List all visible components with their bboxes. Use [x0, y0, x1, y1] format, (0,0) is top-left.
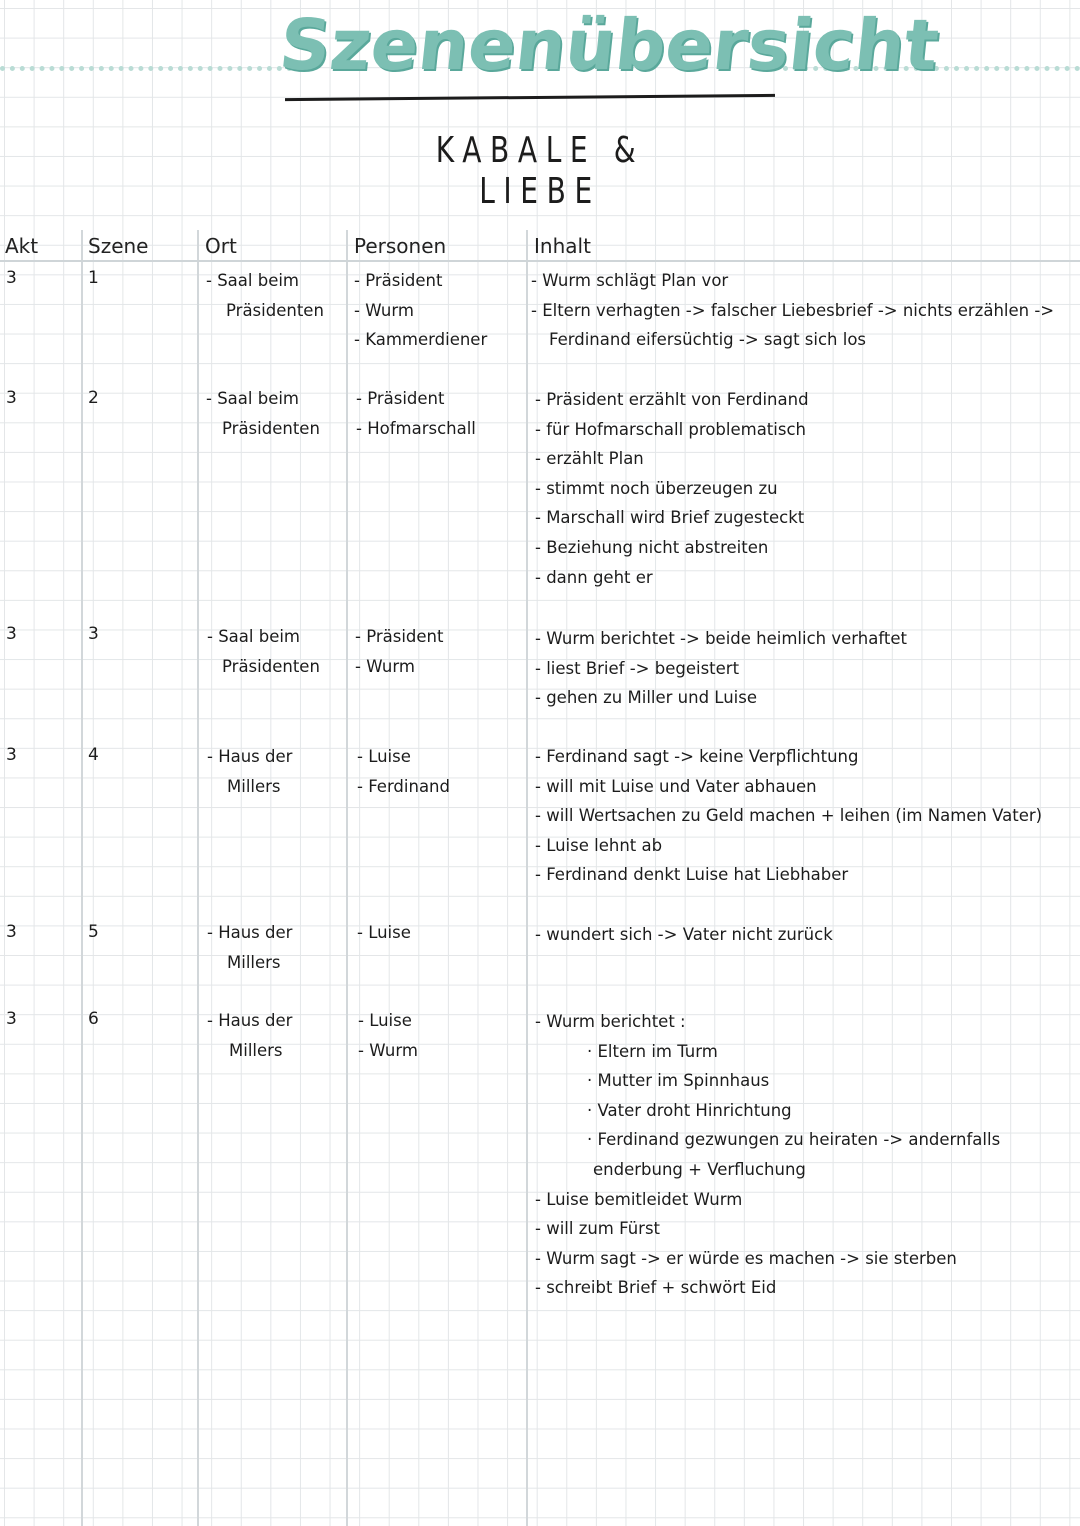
- column-divider: [197, 230, 199, 1526]
- personen-cell: [354, 266, 487, 355]
- person-line: - Hofmarschall: [356, 418, 476, 438]
- ort-line: Millers: [227, 776, 281, 796]
- person-line: - Wurm: [354, 300, 414, 320]
- inhalt-cell: [535, 385, 809, 592]
- szene-cell: 4: [88, 745, 99, 765]
- inhalt-cell: [535, 920, 833, 950]
- inhalt-subline: enderbung + Verfluchung: [593, 1159, 806, 1179]
- inhalt-line: - schreibt Brief + schwört Eid: [535, 1278, 777, 1298]
- inhalt-line: - gehen zu Miller und Luise: [535, 688, 757, 708]
- person-line: - Kammerdiener: [354, 330, 488, 350]
- inhalt-line: - will mit Luise und Vater abhauen: [535, 776, 817, 796]
- inhalt-line: - Wurm schlägt Plan vor: [531, 271, 729, 290]
- ort-line: Präsidenten: [222, 418, 320, 438]
- person-line: - Luise: [357, 923, 411, 942]
- ort-cell: [207, 742, 292, 801]
- inhalt-line: - Beziehung nicht abstreiten: [535, 537, 769, 557]
- ort-cell: [207, 918, 292, 977]
- page-subtitle: KABALE & LIEBE: [435, 130, 645, 212]
- personen-cell: [357, 918, 411, 948]
- inhalt-subline: · Ferdinand gezwungen zu heiraten -> andernfalls: [587, 1130, 1001, 1150]
- person-line: - Präsident: [356, 389, 445, 408]
- ort-line: - Saal beim: [206, 389, 300, 408]
- header-divider: [0, 260, 1080, 262]
- inhalt-line: - erzählt Plan: [535, 449, 644, 469]
- personen-cell: [356, 384, 476, 443]
- akt-cell: 3: [6, 268, 17, 288]
- inhalt-subline: · Vater droht Hinrichtung: [587, 1100, 792, 1120]
- person-line: - Präsident: [355, 627, 444, 646]
- akt-cell: 3: [6, 922, 17, 942]
- decorative-dotted-line-left: [0, 66, 292, 71]
- inhalt-line: - Luise bemitleidet Wurm: [535, 1189, 743, 1209]
- akt-cell: 3: [6, 1009, 17, 1029]
- inhalt-line: - liest Brief -> begeistert: [535, 658, 740, 678]
- inhalt-subline: · Eltern im Turm: [587, 1041, 718, 1061]
- ort-line: Präsidenten: [226, 300, 324, 320]
- inhalt-cell: [535, 742, 1042, 890]
- szene-cell: 1: [88, 268, 99, 288]
- inhalt-line: - will Wertsachen zu Geld machen + leihen (im Namen Vater): [535, 806, 1043, 826]
- ort-line: Millers: [227, 952, 281, 972]
- szene-cell: 3: [88, 624, 99, 644]
- inhalt-cell: [535, 1007, 1000, 1303]
- ort-line: - Haus der: [207, 923, 293, 942]
- column-header-inhalt: Inhalt: [534, 234, 591, 258]
- column-divider: [526, 230, 528, 1526]
- inhalt-subline: · Mutter im Spinnhaus: [587, 1071, 770, 1091]
- personen-cell: [355, 622, 444, 681]
- inhalt-cell: [535, 624, 907, 713]
- inhalt-line: - Luise lehnt ab: [535, 835, 663, 855]
- person-line: - Luise: [358, 1011, 412, 1030]
- szene-cell: 5: [88, 922, 99, 942]
- person-line: - Wurm: [358, 1040, 418, 1060]
- personen-cell: [357, 742, 450, 801]
- inhalt-line: - dann geht er: [535, 567, 653, 587]
- inhalt-line: - Eltern verhagten -> falscher Liebesbrief -> nichts erzählen ->: [531, 300, 1055, 320]
- inhalt-line: - wundert sich -> Vater nicht zurück: [535, 925, 833, 944]
- inhalt-line: - Marschall wird Brief zugesteckt: [535, 508, 805, 528]
- inhalt-line: - für Hofmarschall problematisch: [535, 419, 806, 439]
- column-header-personen: Personen: [354, 234, 447, 258]
- inhalt-line: - Ferdinand denkt Luise hat Liebhaber: [535, 865, 849, 885]
- person-line: - Luise: [357, 747, 411, 766]
- inhalt-line: - Präsident erzählt von Ferdinand: [535, 390, 809, 409]
- akt-cell: 3: [6, 624, 17, 644]
- inhalt-line: - Wurm berichtet -> beide heimlich verhaftet: [535, 629, 907, 648]
- ort-line: Millers: [229, 1040, 283, 1060]
- column-divider: [81, 230, 83, 1526]
- ort-line: - Haus der: [207, 747, 293, 766]
- title-underline: [285, 94, 775, 101]
- person-line: - Ferdinand: [357, 776, 450, 796]
- inhalt-cell: [531, 266, 1054, 355]
- column-divider: [346, 230, 348, 1526]
- inhalt-line: Ferdinand eifersüchtig -> sagt sich los: [549, 330, 867, 350]
- szene-cell: 2: [88, 388, 99, 408]
- akt-cell: 3: [6, 745, 17, 765]
- column-header-ort: Ort: [205, 234, 237, 258]
- page-title: Szenenübersicht: [275, 4, 943, 86]
- ort-cell: [207, 622, 320, 681]
- personen-cell: [358, 1006, 418, 1065]
- inhalt-line: - will zum Fürst: [535, 1219, 661, 1239]
- ort-cell: [207, 1006, 292, 1065]
- szene-cell: 6: [88, 1009, 99, 1029]
- ort-line: - Saal beim: [206, 271, 300, 290]
- inhalt-line: - Wurm sagt -> er würde es machen -> sie sterben: [535, 1248, 957, 1268]
- ort-line: Präsidenten: [222, 656, 320, 676]
- inhalt-line: - Ferdinand sagt -> keine Verpflichtung: [535, 747, 859, 766]
- inhalt-line: - Wurm berichtet :: [535, 1012, 686, 1031]
- ort-line: - Saal beim: [207, 627, 301, 646]
- akt-cell: 3: [6, 388, 17, 408]
- person-line: - Wurm: [355, 656, 415, 676]
- inhalt-line: - stimmt noch überzeugen zu: [535, 478, 778, 498]
- person-line: - Präsident: [354, 271, 443, 290]
- ort-cell: [206, 266, 324, 325]
- ort-cell: [206, 384, 320, 443]
- column-header-szene: Szene: [88, 234, 149, 258]
- ort-line: - Haus der: [207, 1011, 293, 1030]
- column-header-akt: Akt: [5, 234, 39, 258]
